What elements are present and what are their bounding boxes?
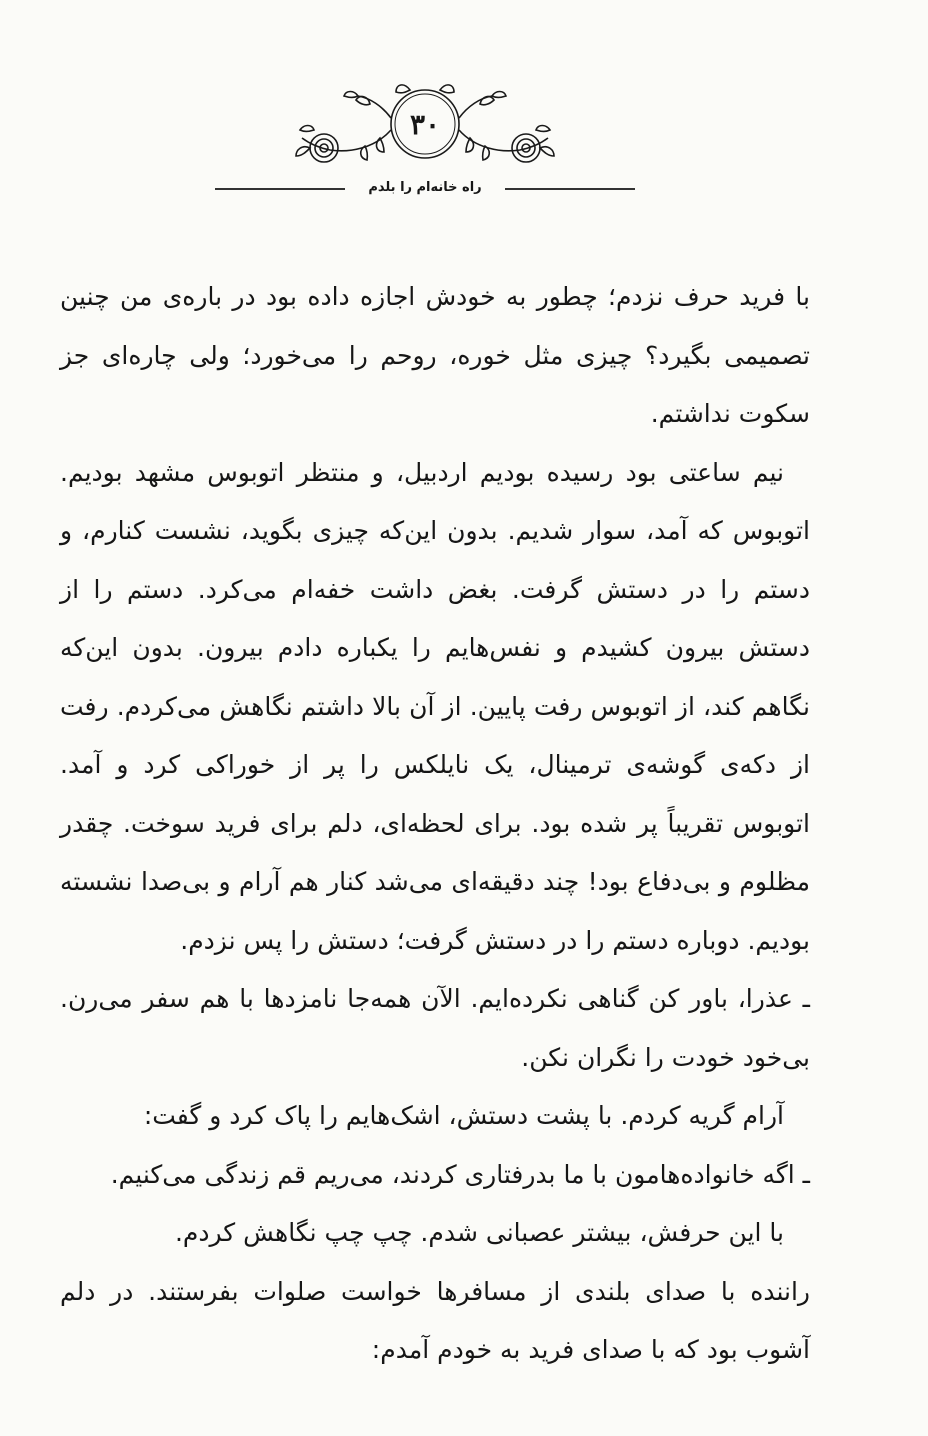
header-rule-right [505,188,635,190]
paragraph-1: با فرید حرف نزدم؛ چطور به خودش اجازه داده بود در باره‌ی من چنین تصمیمی بگیرد؟ چیزی مثل خوره، روحم را می‌خورد؛ ولی چاره‌ای جز سکوت نداشتم. [60,282,810,428]
paragraph-5: راننده با صدای بلندی از مسافرها خواست صلوات بفرستند. در دلم آشوب بود که با صدای فرید به خودم آمدم: [60,1276,810,1364]
header-rule-left [215,188,345,190]
paragraph-2: نیم ساعتی بود رسیده بودیم اردبیل، و منتظر اتوبوس مشهد بودیم. اتوبوس که آمد، سوار شدیم. بدون این‌که چیزی بگوید، نشست کنارم، و دستم را در دستش گرفت. بغض داشت خفه‌ام می‌کرد. دستم را از دستش بیرون کشیدم و نفس‌هایم را یکباره دادم بیرون. بدون این‌که نگاهم کند، از اتوبوس رفت پایین. از آن بالا داشتم نگاهش می‌کردم. رفت از دکه‌ی گوشه‌ی ترمینال، یک نایلکس را پر از خوراکی کرد و آمد. اتوبوس تقریباً پر شده بود. برای لحظه‌ای، دلم برای فرید سوخت. چقدر مظلوم و بی‌دفاع بود! چند دقیقه‌ای می‌شد کنار هم آرام و بی‌صدا نشسته بودیم. دوباره دستم را در دستش گرفت؛ دستش را پس نزدم. [60,457,810,955]
paragraph-4: با این حرفش، بیشتر عصبانی شدم. چپ چپ نگاهش کردم. [174,1218,784,1247]
paragraph-3: آرام گریه کردم. با پشت دستش، اشک‌هایم را پاک کرد و گفت: [143,1101,784,1130]
running-head [215,176,635,200]
running-title: راه خانه‌ام را بلدم [368,180,482,195]
dialogue-line-2: ـ اگه خانواده‌هامون با ما بدرفتاری کردند، می‌ریم قم زندگی می‌کنیم. [110,1159,810,1189]
page-number: ۳۰ [409,108,441,141]
dialogue-line-1: ـ عذرا، باور کن گناهی نکرده‌ایم. الآن همه‌جا نامزدها با هم سفر می‌رن. بی‌خود خودت را نگران نکن. [60,984,810,1072]
body-text [60,268,810,1380]
